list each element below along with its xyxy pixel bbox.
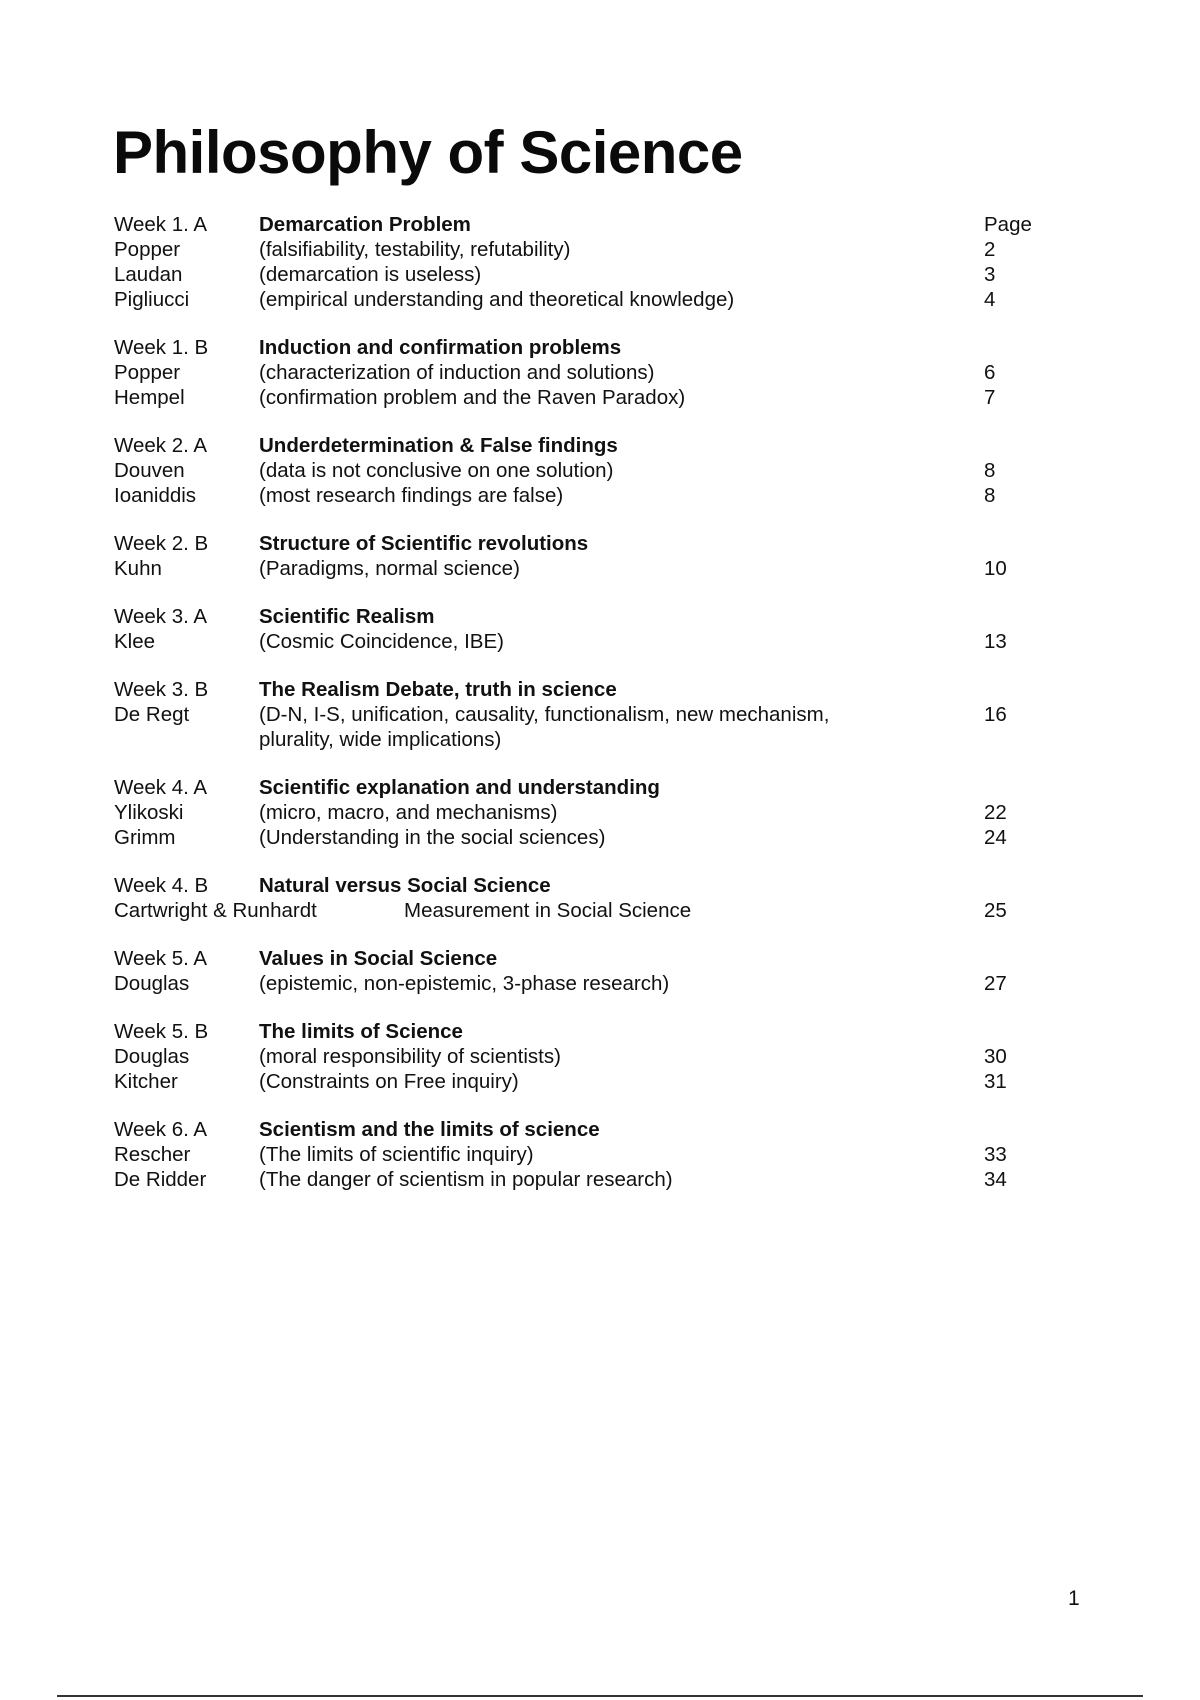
entry-author: Douglas: [114, 1045, 190, 1068]
toc-entry: [114, 262, 1074, 287]
week-label: Week 5. A: [114, 947, 208, 970]
toc-entry: [114, 556, 1074, 581]
week-label: Week 1. B: [114, 336, 209, 359]
entry-description: (confirmation problem and the Raven Paradox): [259, 386, 686, 409]
section-heading: Scientism and the limits of science: [259, 1118, 600, 1141]
section-header-row: [114, 212, 1074, 237]
section-heading: Scientific Realism: [259, 605, 435, 628]
toc-entry: [114, 971, 1074, 996]
entry-author: De Regt: [114, 703, 190, 726]
section-header-row: [114, 335, 1074, 360]
entry-page: 8: [984, 459, 996, 482]
entry-description: (characterization of induction and solutions): [259, 361, 655, 384]
toc-entry: [114, 629, 1074, 654]
week-label: Week 1. A: [114, 213, 208, 236]
toc-entry: [114, 483, 1074, 508]
entry-author: Hempel: [114, 386, 185, 409]
entry-page: 10: [984, 557, 1007, 580]
toc-entry: [114, 1069, 1074, 1094]
entry-page: 27: [984, 972, 1007, 995]
entry-description: (The limits of scientific inquiry): [259, 1143, 534, 1166]
entry-description: (Constraints on Free inquiry): [259, 1070, 519, 1093]
entry-page: 7: [984, 386, 996, 409]
section-header-row: [114, 1019, 1074, 1044]
toc-section: [114, 335, 1074, 410]
entry-page: 13: [984, 630, 1007, 653]
entry-description: (Understanding in the social sciences): [259, 826, 606, 849]
section-header-row: [114, 433, 1074, 458]
entry-page: 3: [984, 263, 996, 286]
entry-description: (Cosmic Coincidence, IBE): [259, 630, 504, 653]
entry-author: Grimm: [114, 826, 176, 849]
week-label: Week 4. B: [114, 874, 209, 897]
entry-page: 34: [984, 1168, 1007, 1191]
section-heading: Values in Social Science: [259, 947, 498, 970]
entry-description: (most research findings are false): [259, 484, 564, 507]
entry-description: (falsifiability, testability, refutability): [259, 238, 571, 261]
section-heading: Underdetermination & False findings: [259, 434, 618, 457]
week-label: Week 2. A: [114, 434, 208, 457]
toc-section: [114, 1019, 1074, 1094]
section-heading: Scientific explanation and understanding: [259, 776, 660, 799]
week-label: Week 3. A: [114, 605, 208, 628]
entry-page: 22: [984, 801, 1007, 824]
entry-description: (The danger of scientism in popular research): [259, 1168, 673, 1191]
entry-author: Kitcher: [114, 1070, 178, 1093]
table-of-contents: [114, 212, 1074, 1215]
entry-description: (D-N, I-S, unification, causality, functionalism, new mechanism, plurality, wide implications): [259, 703, 830, 751]
entry-description: (data is not conclusive on one solution): [259, 459, 614, 482]
toc-section: [114, 775, 1074, 850]
entry-page: 16: [984, 703, 1007, 726]
entry-page: 25: [984, 899, 1007, 922]
section-heading: Natural versus Social Science: [259, 874, 551, 897]
entry-description: (empirical understanding and theoretical knowledge): [259, 288, 735, 311]
entry-description: (micro, macro, and mechanisms): [259, 801, 558, 824]
page-number: 1: [1068, 1587, 1080, 1610]
entry-author: Douglas: [114, 972, 190, 995]
section-header-row: [114, 531, 1074, 556]
entry-author: Douven: [114, 459, 185, 482]
entry-author: Klee: [114, 630, 156, 653]
toc-section: [114, 212, 1074, 312]
section-heading: Induction and confirmation problems: [259, 336, 622, 359]
toc-entry: [114, 702, 1074, 752]
toc-section: [114, 1117, 1074, 1192]
toc-section: [114, 604, 1074, 654]
toc-entry: [114, 1167, 1074, 1192]
page-column-header: Page: [984, 213, 1032, 236]
entry-description: (moral responsibility of scientists): [259, 1045, 561, 1068]
toc-entry: [114, 1142, 1074, 1167]
entry-description: (epistemic, non-epistemic, 3-phase research): [259, 972, 670, 995]
toc-entry: [114, 458, 1074, 483]
toc-entry: [114, 800, 1074, 825]
toc-section: [114, 946, 1074, 996]
toc-entry: [114, 287, 1074, 312]
section-header-row: [114, 677, 1074, 702]
page-title: Philosophy of Science: [113, 119, 743, 186]
section-header-row: [114, 873, 1074, 898]
entry-description: Measurement in Social Science: [404, 899, 692, 922]
week-label: Week 2. B: [114, 532, 209, 555]
entry-author: Ioaniddis: [114, 484, 197, 507]
section-header-row: [114, 604, 1074, 629]
entry-author: Laudan: [114, 263, 183, 286]
section-header-row: [114, 775, 1074, 800]
week-label: Week 5. B: [114, 1020, 209, 1043]
entry-author: Ylikoski: [114, 801, 184, 824]
toc-section: [114, 677, 1074, 752]
entry-description: (demarcation is useless): [259, 263, 482, 286]
toc-entry: [114, 825, 1074, 850]
entry-author: Popper: [114, 361, 181, 384]
entry-author: De Ridder: [114, 1168, 207, 1191]
entry-page: 31: [984, 1070, 1007, 1093]
toc-section: [114, 531, 1074, 581]
toc-entry: [114, 360, 1074, 385]
toc-entry: [114, 1044, 1074, 1069]
entry-page: 24: [984, 826, 1007, 849]
section-heading: The Realism Debate, truth in science: [259, 678, 617, 701]
toc-section: [114, 433, 1074, 508]
entry-page: 2: [984, 238, 996, 261]
entry-page: 8: [984, 484, 996, 507]
section-header-row: [114, 946, 1074, 971]
toc-section: [114, 873, 1074, 923]
section-heading: The limits of Science: [259, 1020, 463, 1043]
entry-author: Popper: [114, 238, 181, 261]
toc-entry: [114, 385, 1074, 410]
toc-entry: [114, 898, 1074, 923]
section-heading: Structure of Scientific revolutions: [259, 532, 589, 555]
section-header-row: [114, 1117, 1074, 1142]
entry-description: (Paradigms, normal science): [259, 557, 520, 580]
entry-author: Cartwright & Runhardt: [114, 899, 317, 922]
toc-entry: [114, 237, 1074, 262]
week-label: Week 6. A: [114, 1118, 208, 1141]
entry-page: 33: [984, 1143, 1007, 1166]
entry-author: Kuhn: [114, 557, 162, 580]
bottom-divider: [57, 1695, 1143, 1697]
section-heading: Demarcation Problem: [259, 213, 471, 236]
entry-page: 6: [984, 361, 996, 384]
week-label: Week 3. B: [114, 678, 209, 701]
week-label: Week 4. A: [114, 776, 208, 799]
entry-author: Rescher: [114, 1143, 191, 1166]
entry-page: 4: [984, 288, 996, 311]
entry-author: Pigliucci: [114, 288, 190, 311]
entry-page: 30: [984, 1045, 1007, 1068]
